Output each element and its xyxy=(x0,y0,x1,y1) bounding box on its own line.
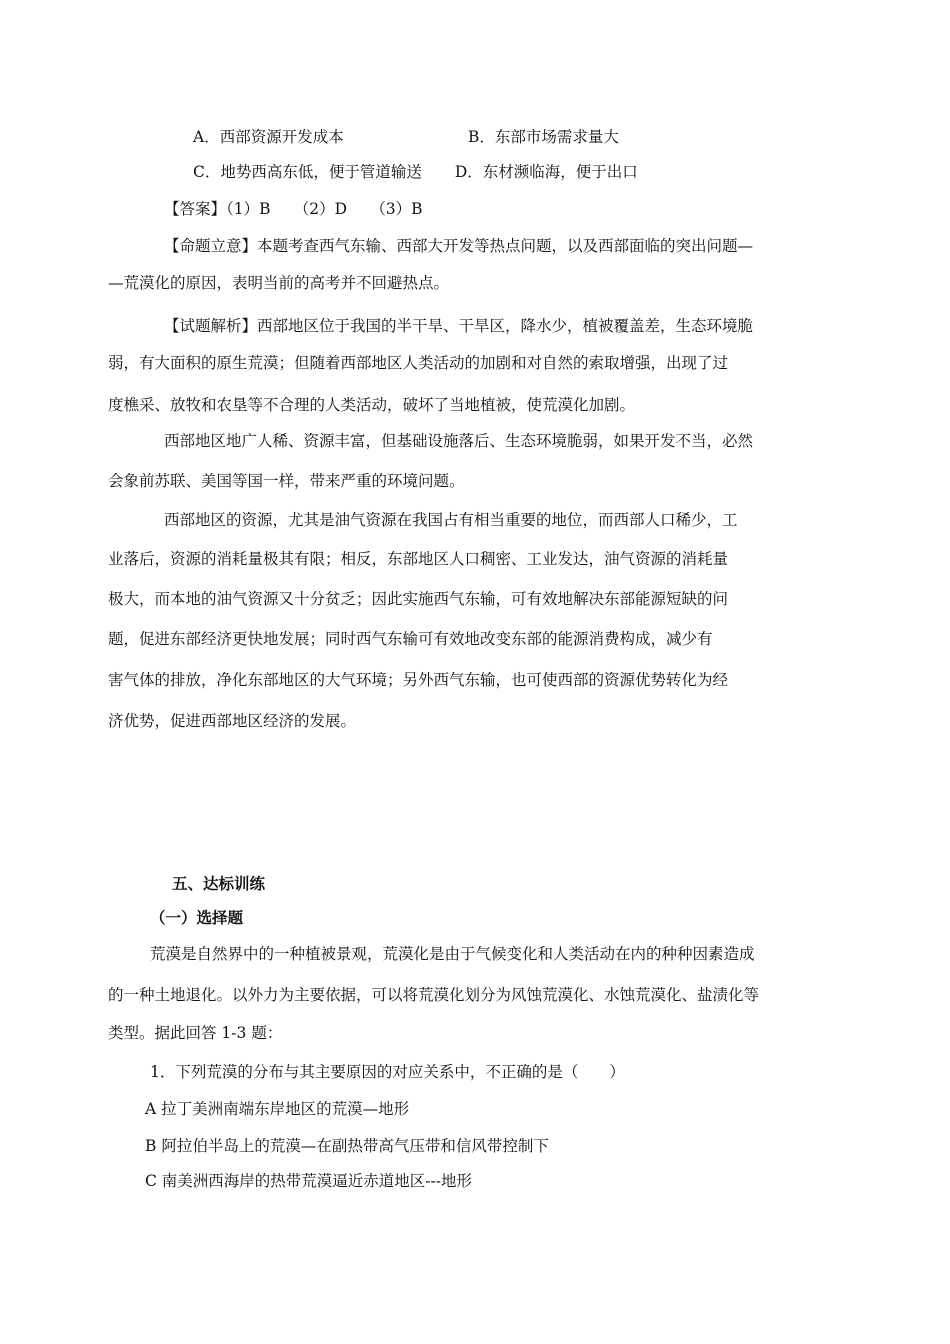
intro-line-1: 荒漠是自然界中的一种植被景观，荒漠化是由于气候变化和人类活动在内的种种因素造成 xyxy=(150,945,755,963)
option-c: C．地势西高东低，便于管道输送 xyxy=(193,163,422,181)
option-d: D．东材濒临海，便于出口 xyxy=(454,163,638,181)
para3-line-6: 济优势，促进西部地区经济的发展。 xyxy=(108,712,357,730)
para3-line-1: 西部地区的资源，尤其是油气资源在我国占有相当重要的地位，而西部人口稀少，工 xyxy=(164,511,738,529)
para3-line-3: 极大，而本地的油气资源又十分贫乏；因此实施西气东输，可有效地解决东部能源短缺的问 xyxy=(108,590,729,608)
option-row-ab xyxy=(193,126,619,148)
option-b: B．东部市场需求量大 xyxy=(468,128,619,146)
question-1-option-c: C 南美洲西海岸的热带荒漠逼近赤道地区---地形 xyxy=(145,1172,472,1190)
question-1-option-b: B 阿拉伯半岛上的荒漠—在副热带高气压带和信风带控制下 xyxy=(145,1137,549,1155)
section-subtitle: （一）选择题 xyxy=(150,909,244,927)
intro-line-2: 的一种土地退化。以外力为主要依据，可以将荒漠化划分为风蚀荒漠化、水蚀荒漠化、盐渍化等 xyxy=(108,986,760,1004)
analysis-line-3: 度樵采、放牧和农垦等不合理的人类活动，破坏了当地植被，使荒漠化加剧。 xyxy=(108,396,636,414)
option-row-cd xyxy=(193,161,638,183)
answer-line: 【答案】（1）B （2）D （3）B xyxy=(164,200,423,218)
question-1-stem: 1．下列荒漠的分布与其主要原因的对应关系中，不正确的是（ ） xyxy=(150,1063,625,1081)
section-title: 五、达标训练 xyxy=(172,875,266,893)
intent-line-2: —荒漠化的原因，表明当前的高考并不回避热点。 xyxy=(108,274,450,292)
analysis-line-2: 弱，有大面积的原生荒漠；但随着西部地区人类活动的加剧和对自然的索取增强，出现了过 xyxy=(108,354,729,372)
para3-line-5: 害气体的排放，净化东部地区的大气环境；另外西气东输，也可使西部的资源优势转化为经 xyxy=(108,671,729,689)
para2-line-1: 西部地区地广人稀、资源丰富，但基础设施落后、生态环境脆弱，如果开发不当，必然 xyxy=(164,432,754,450)
question-1-option-a: A 拉丁美洲南端东岸地区的荒漠—地形 xyxy=(145,1100,410,1118)
analysis-line-1: 【试题解析】西部地区位于我国的半干旱、干旱区，降水少，植被覆盖差，生态环境脆 xyxy=(164,317,754,335)
option-a: A．西部资源开发成本 xyxy=(193,128,344,146)
para2-line-2: 会象前苏联、美国等国一样，带来严重的环境问题。 xyxy=(108,472,465,490)
para3-line-4: 题，促进东部经济更快地发展；同时西气东输可有效地改变东部的能源消费构成，减少有 xyxy=(108,630,713,648)
para3-line-2: 业落后，资源的消耗量极其有限；相反，东部地区人口稠密、工业发达，油气资源的消耗量 xyxy=(108,550,729,568)
intro-line-3: 类型。据此回答 1-3 题： xyxy=(108,1024,283,1042)
intent-line-1: 【命题立意】本题考查西气东输、西部大开发等热点问题，以及西部面临的突出问题— xyxy=(164,237,754,255)
